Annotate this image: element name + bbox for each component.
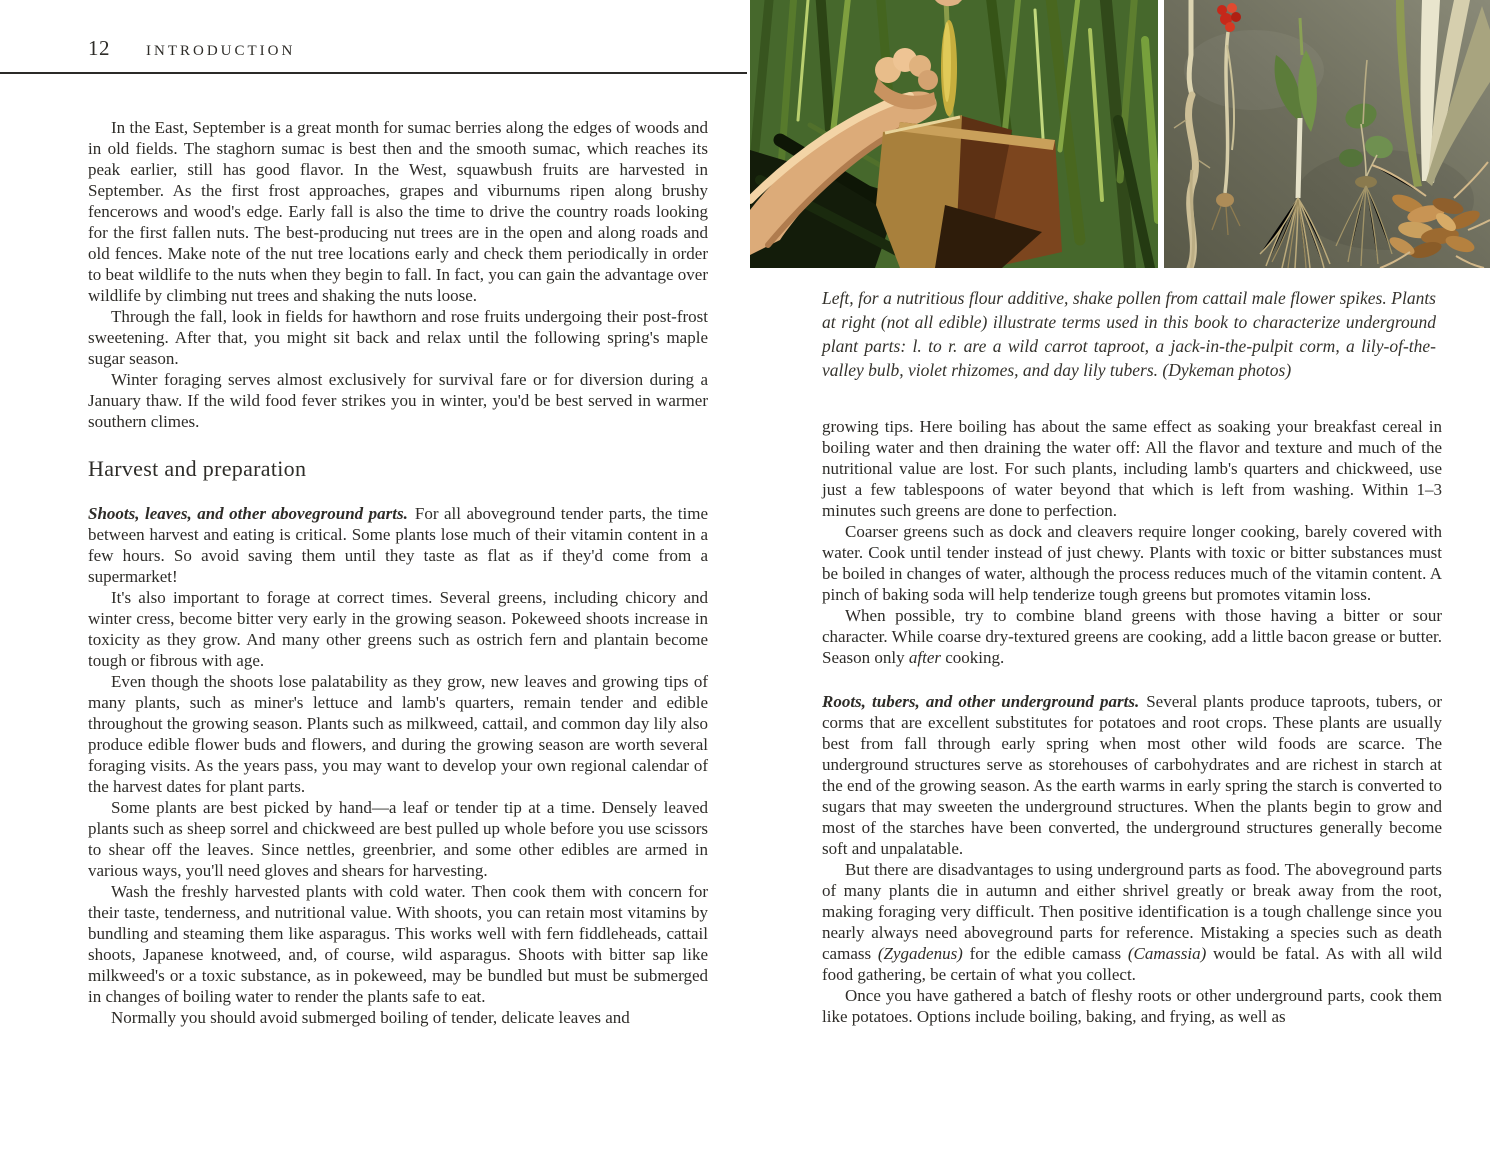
cattail-pollen-illustration [750,0,1158,268]
text-segment: But there are disadvantages to using underground parts as food. The aboveground parts of many plants die in autumn and either shrivel greatly or break away from the root, making foraging very difficult. Then positive identification is a tough challenge since you nearly always need aboveground parts for reference. Mistaking a species such as death camass [822,860,1442,963]
paragraph [822,605,1442,668]
text-segment: For all aboveground tender parts, the time between harvest and eating is critical. Some plants lose much of their vitamin content in a few hours. So avoid saving them until they taste as flat as if they'd come from a supermarket! [88,504,708,586]
photo-caption: Left, for a nutritious flour additive, shake pollen from cattail male flower spikes. Plants at right (not all edible) illustrate terms used in this book to characterize underground plant parts: l. to r. are a wild carrot taproot, a jack-in-the-pulpit corm, a lily-of-the-valley bulb, violet rhizomes, and day lily tubers. (Dykeman photos) [822,288,1436,380]
text-segment-italic: (Camassia) [1127,944,1207,963]
text-segment-bolditalic: Roots, tubers, and other underground parts. [822,692,1140,711]
paragraph [88,587,708,671]
text-segment: cooking. [941,648,1005,667]
text-segment-italic: (Zygadenus) [877,944,963,963]
paragraph [88,503,708,587]
paragraph [88,881,708,1007]
paragraph [822,691,1442,859]
text-segment: would be fatal. As with all wild food gathering, be certain of what you collect. [822,944,1443,984]
paragraph [822,521,1442,605]
text-segment: Wash the freshly harvested plants with cold water. Then cook them with concern for their taste, tenderness, and nutritional value. With shoots, you can retain most vitamins by bundling and steaming them like asparagus. This works well with fern fiddleheads, cattail shoots, Japanese knotweed, and, of course, wild asparagus. Shoots with bitter sap like milkweed's or a toxic substance, as in pokeweed, may be bundled but must be submerged in changes of boiling water to render the plants safe to eat. [88,882,708,1006]
text-segment: Through the fall, look in fields for hawthorn and rose fruits undergoing their post-frost sweetening. After that, you might sit back and relax until the following spring's maple sugar season. [88,307,708,368]
paragraph [88,797,708,881]
paragraph [88,369,708,432]
text-segment: growing tips. Here boiling has about the same effect as soaking your breakfast cereal in boiling water and then draining the water off: All the flavor and texture and much of the nutritional value are lost. For such plants, including lamb's quarters and chickweed, use just a few tablespoons of water beyond that which is left from washing. Within 1–3 minutes such greens are done to perfection. [822,417,1442,520]
paragraph [822,985,1442,1027]
text-segment-italic: after [908,648,941,667]
text-segment: for the edible camass [962,944,1128,963]
running-head: INTRODUCTION [146,43,296,59]
page-header [88,36,295,61]
underground-parts-photo [1164,0,1490,268]
paragraph [822,416,1442,521]
paragraph [88,671,708,797]
text-segment: Even though the shoots lose palatability as they grow, new leaves and growing tips of many plants, such as miner's lettuce and lamb's quarters, remain tender and edible throughout the growing season. Plants such as milkweed, cattail, and common day lily also produce edible flower buds and flowers, and during the growing season are worth several foraging visits. As the years pass, you may want to develop your own regional calendar of the harvest dates for plant parts. [88,672,708,796]
paragraph [88,306,708,369]
left-column [88,117,708,1028]
paragraph [88,117,708,306]
underground-parts-illustration [1164,0,1490,268]
right-column [822,416,1442,1027]
paragraph [88,1007,708,1028]
paper-bag [876,115,1062,268]
paragraph [822,859,1442,985]
text-segment: Normally you should avoid submerged boiling of tender, delicate leaves and [111,1008,630,1027]
text-segment: Coarser greens such as dock and cleavers require longer cooking, barely covered with water. Cook until tender instead of just chewy. Plants with toxic or bitter substances must be boiled in changes of water, although the process reduces much of the vitamin content. A pinch of baking soda will help tenderize tough greens but promotes vitamin loss. [822,522,1442,604]
section-heading: Harvest and preparation [88,456,307,481]
text-segment: It's also important to forage at correct times. Several greens, including chicory and winter cress, become bitter very early in the growing season. Pokeweed shoots increase in toxicity as they grow. And many other greens such as ostrich fern and plantain become tough or fibrous with age. [88,588,708,670]
text-segment: Once you have gathered a batch of fleshy roots or other underground parts, cook them like potatoes. Options include boiling, baking, and frying, as well as [822,986,1442,1026]
text-segment: Several plants produce taproots, tubers, or corms that are excellent substitutes for potatoes and root crops. These plants are usually best from fall through early spring when most other wild foods are scarce. The underground structures serve as storehouses of carbohydrates and are richest in starch at the end of the growing season. As the earth warms in early spring the starch is converted to sugars that may sweeten the underground structures. When the plants begin to grow and most of the starches have been converted, the underground structures generally become soft and unpalatable. [822,692,1442,858]
text-segment-bolditalic: Shoots, leaves, and other aboveground parts. [88,504,408,523]
text-segment: Some plants are best picked by hand—a leaf or tender tip at a time. Densely leaved plants such as sheep sorrel and chickweed are best pulled up whole before you use scissors to shear off the leaves. Since nettles, greenbrier, and some other edibles are armed in various ways, you'll need gloves and shears for harvesting. [88,798,708,880]
text-segment: In the East, September is a great month for sumac berries along the edges of woods and in old fields. The staghorn sumac is best then and the smooth sumac, which reaches its peak earlier, still has good flavor. In the West, squawbush fruits are harvested in September. As the first frost approaches, grapes and viburnums ripen along brushy fencerows and wood's edge. Early fall is also the time to drive the country roads looking for the first fallen nuts. The best-producing nut trees are in the open and along roads and old fences. Make note of the nut tree locations early and check them periodically in order to beat wildlife to the nuts when they begin to fall. In fact, you can gain the advantage over wildlife by climbing nut trees and shaking the nuts loose. [88,118,708,305]
text-segment: Winter foraging serves almost exclusively for survival fare or for diversion during a January thaw. If the wild food fever strikes you in winter, you'd be best served in warmer southern climes. [88,370,708,431]
header-rule [0,72,747,74]
text-segment: When possible, try to combine bland greens with those having a bitter or sour character. While coarse dry-textured greens are cooking, add a little bacon grease or butter. Season only [822,606,1442,667]
page-number: 12 [88,36,110,60]
cattail-pollen-photo [750,0,1158,268]
